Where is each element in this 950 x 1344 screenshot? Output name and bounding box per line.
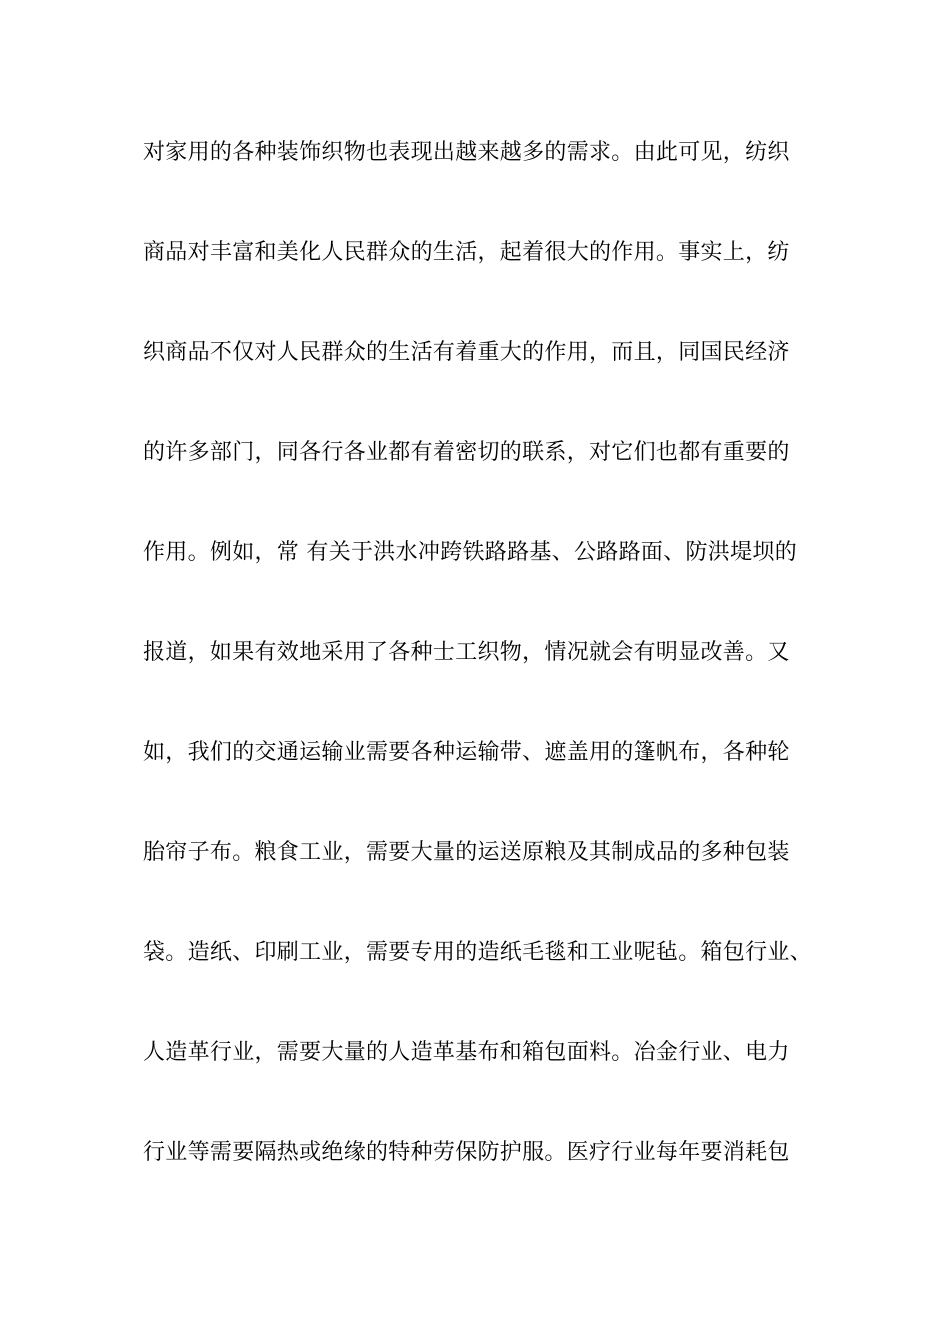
text-line: 的许多部门，同各行各业都有着密切的联系，对它们也都有重要的 xyxy=(143,440,790,465)
text-line: 人造革行业，需要大量的人造革基布和箱包面料。冶金行业、电力 xyxy=(143,1040,790,1065)
text-line: 袋。造纸、印刷工业，需要专用的造纸毛毯和工业呢毡。箱包行业、 xyxy=(143,940,813,965)
text-line: 作用。例如，常 有关于洪水冲跨铁路路基、公路路面、防洪堤坝的 xyxy=(143,540,797,565)
text-line: 行业等需要隔热或绝缘的特种劳保防护服。医疗行业每年要消耗包 xyxy=(143,1140,790,1165)
text-line: 如，我们的交通运输业需要各种运输带、遮盖用的篷帆布，各种轮 xyxy=(143,740,790,765)
text-line: 商品对丰富和美化人民群众的生活，起着很大的作用。事实上，纺 xyxy=(143,240,790,265)
text-line: 报道，如果有效地采用了各种士工织物，情况就会有明显改善。又 xyxy=(143,640,790,665)
text-line: 对家用的各种装饰织物也表现出越来越多的需求。由此可见，纺织 xyxy=(143,140,790,165)
body-text xyxy=(143,133,823,1233)
text-line: 织商品不仅对人民群众的生活有着重大的作用，而且，同国民经济 xyxy=(143,340,790,365)
text-line: 胎帘子布。粮食工业，需要大量的运送原粮及其制成品的多种包装 xyxy=(143,840,790,865)
